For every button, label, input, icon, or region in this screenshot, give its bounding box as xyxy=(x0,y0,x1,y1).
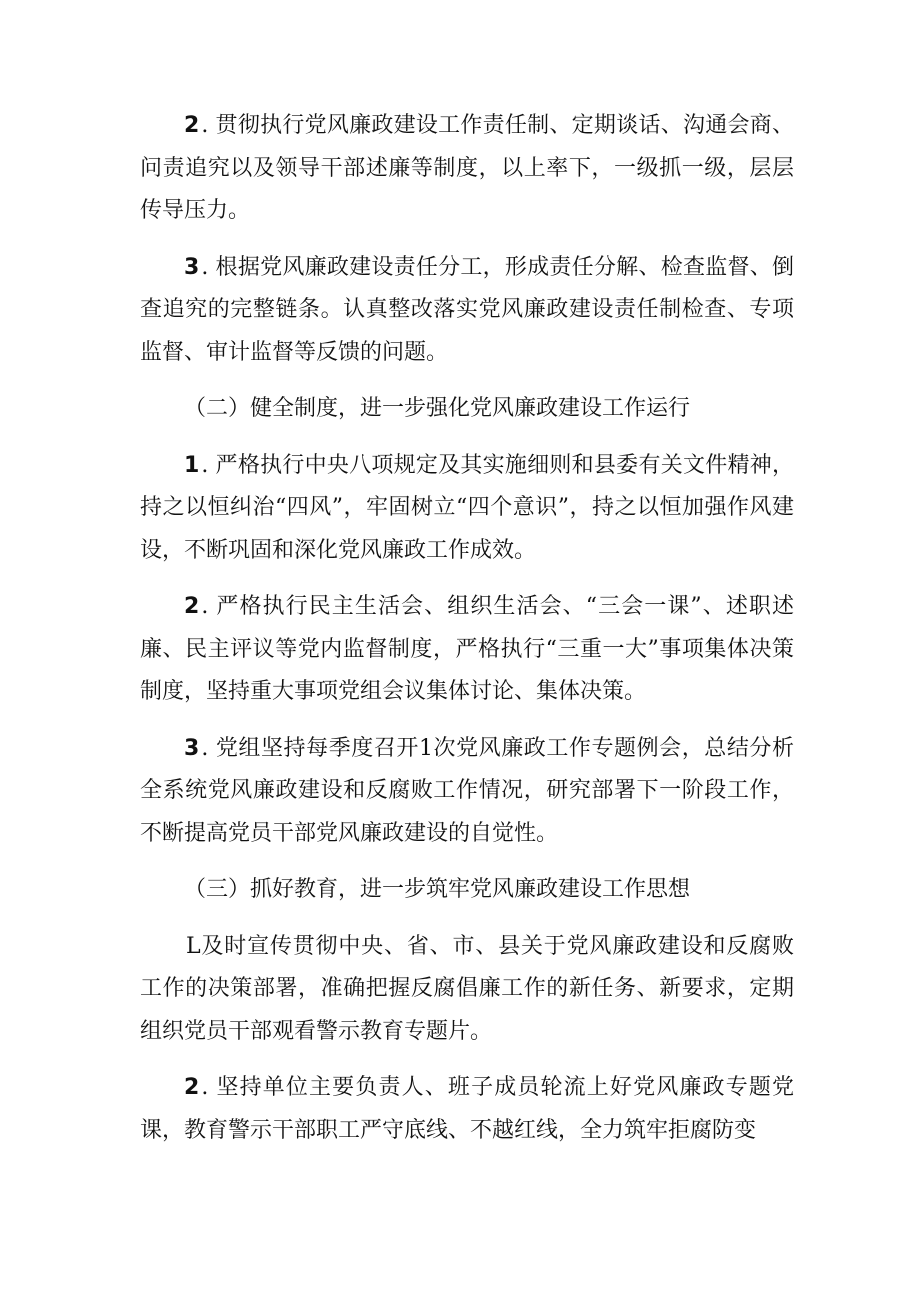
paragraph-item-1c xyxy=(140,926,794,1054)
paragraph-item-1b xyxy=(140,445,794,573)
paragraph-item-2a xyxy=(140,105,794,233)
item-number: 2 xyxy=(184,1075,200,1100)
item-number: 2 xyxy=(184,594,200,619)
paragraph-text: . 严格执行中央八项规定及其实施细则和县委有关文件精神，持之以恒纠治“四风”，牢固树立“四个意识”，持之以恒加强作风建设，不断巩固和深化党风廉政工作成效。 xyxy=(140,452,794,563)
paragraph-text: . 党组坚持每季度召开1次党风廉政工作专题例会，总结分析全系统党风廉政建设和反腐败工作情况，研究部署下一阶段工作，不断提高党员干部党风廉政建设的自觉性。 xyxy=(140,735,794,846)
item-number: 3 xyxy=(184,735,200,761)
paragraph-item-3a xyxy=(140,247,794,375)
item-number: 3 xyxy=(184,254,200,280)
item-number: 1 xyxy=(184,452,200,478)
section-heading-2: （二）健全制度，进一步强化党风廉政建设工作运行 xyxy=(184,396,691,421)
document-body xyxy=(140,105,794,1166)
item-number: 2 xyxy=(184,113,200,138)
paragraph-item-3b xyxy=(140,728,794,856)
paragraph-item-2c xyxy=(140,1067,794,1152)
paragraph-text: . 根据党风廉政建设责任分工，形成责任分解、检查监督、倒查追究的完整链条。认真整改落实党风廉政建设责任制检查、专项监督、审计监督等反馈的问题。 xyxy=(140,254,794,365)
paragraph-item-2b xyxy=(140,586,794,714)
paragraph-text: . 贯彻执行党风廉政建设工作责任制、定期谈话、沟通会商、问责追究以及领导干部述廉等制度，以上率下，一级抓一级，层层传导压力。 xyxy=(140,113,794,223)
paragraph-text: . 严格执行民主生活会、组织生活会、“三会一课”、述职述廉、民主评议等党内监督制度，严格执行“三重一大”事项集体决策制度，坚持重大事项党组会议集体讨论、集体决策。 xyxy=(140,594,794,704)
paragraph-text: L及时宣传贯彻中央、省、市、县关于党风廉政建设和反腐败工作的决策部署，准确把握反腐倡廉工作的新任务、新要求，定期组织党员干部观看警示教育专题片。 xyxy=(140,933,794,1044)
paragraph-text: . 坚持单位主要负责人、班子成员轮流上好党风廉政专题党课，教育警示干部职工严守底线、不越红线，全力筑牢拒腐防变 xyxy=(140,1075,794,1143)
section-heading-3: （三）抓好教育，进一步筑牢党风廉政建设工作思想 xyxy=(184,877,691,902)
